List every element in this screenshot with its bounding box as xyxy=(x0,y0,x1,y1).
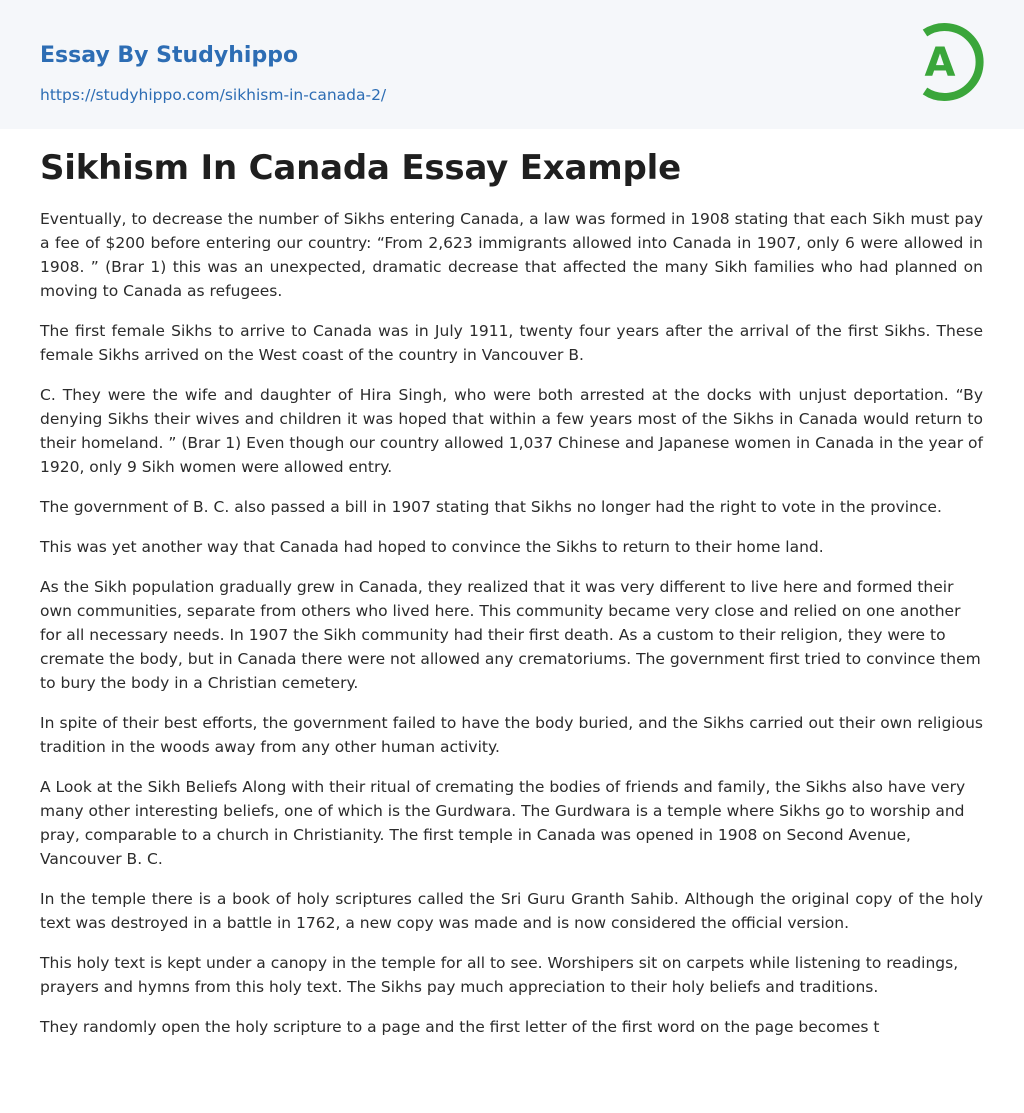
paragraph: In spite of their best efforts, the government failed to have the body buried, and the Sikhs carried out their own religious tradition in the woods away from any other human activity. xyxy=(40,714,983,756)
studyhippo-logo-icon[interactable] xyxy=(912,19,986,105)
paragraph: A Look at the Sikh Beliefs Along with their ritual of cremating the bodies of friends and family, the Sikhs also have very many other interesting beliefs, one of which is the Gurdwara. The Gurdwara is a temple where Sikhs go to worship and pray, comparable to a church in Christianity. The first temple in Canada was opened in 1908 on Second Avenue, Vancouver B. C. xyxy=(40,778,966,868)
paragraph: They randomly open the holy scripture to a page and the first letter of the first word on the page becomes t xyxy=(40,1018,880,1036)
paragraph: This was yet another way that Canada had hoped to convince the Sikhs to return to their home land. xyxy=(40,538,824,556)
page-title: Sikhism In Canada Essay Example xyxy=(40,148,681,188)
paragraph: In the temple there is a book of holy scriptures called the Sri Guru Granth Sahib. Although the original copy of the holy text was destroyed in a battle in 1762, a new copy was made and is now considered the official version. xyxy=(40,890,983,932)
logo-letter: A xyxy=(924,40,956,86)
source-link[interactable]: https://studyhippo.com/sikhism-in-canada-2/ xyxy=(40,86,387,104)
paragraph: This holy text is kept under a canopy in the temple for all to see. Worshipers sit on carpets while listening to readings, prayers and hymns from this holy text. The Sikhs pay much appreciation to their holy beliefs and traditions. xyxy=(40,954,959,996)
paragraph: Eventually, to decrease the number of Sikhs entering Canada, a law was formed in 1908 stating that each Sikh must pay a fee of $200 before entering our country: “From 2,623 immigrants allowed into Canada in 1907, only 6 were allowed in 1908. ” (Brar 1) this was an unexpected, dramatic decrease that affected the many Sikh families who had planned on moving to Canada as refugees. xyxy=(40,210,983,300)
paragraph: The government of B. C. also passed a bill in 1907 stating that Sikhs no longer had the right to vote in the province. xyxy=(40,498,942,516)
paragraph: C. They were the wife and daughter of Hira Singh, who were both arrested at the docks with unjust deportation. “By denying Sikhs their wives and children it was hoped that within a few years most of the Sikhs in Canada would return to their homeland. ” (Brar 1) Even though our country allowed 1,037 Chinese and Japanese women in Canada in the year of 1920, only 9 Sikh women were allowed entry. xyxy=(40,386,983,476)
paragraph: The first female Sikhs to arrive to Canada was in July 1911, twenty four years after the arrival of the first Sikhs. These female Sikhs arrived on the West coast of the country in Vancouver B. xyxy=(40,322,983,364)
site-header xyxy=(0,0,1024,129)
brand-title: Essay By Studyhippo xyxy=(40,43,299,68)
paragraph: As the Sikh population gradually grew in Canada, they realized that it was very different to live here and formed their own communities, separate from others who lived here. This community became very close and relied on one another for all necessary needs. In 1907 the Sikh community had their first death. As a custom to their religion, they were to cremate the body, but in Canada there were not allowed any crematoriums. The government first tried to convince them to bury the body in a Christian cemetery. xyxy=(40,578,981,692)
article xyxy=(40,142,983,1055)
